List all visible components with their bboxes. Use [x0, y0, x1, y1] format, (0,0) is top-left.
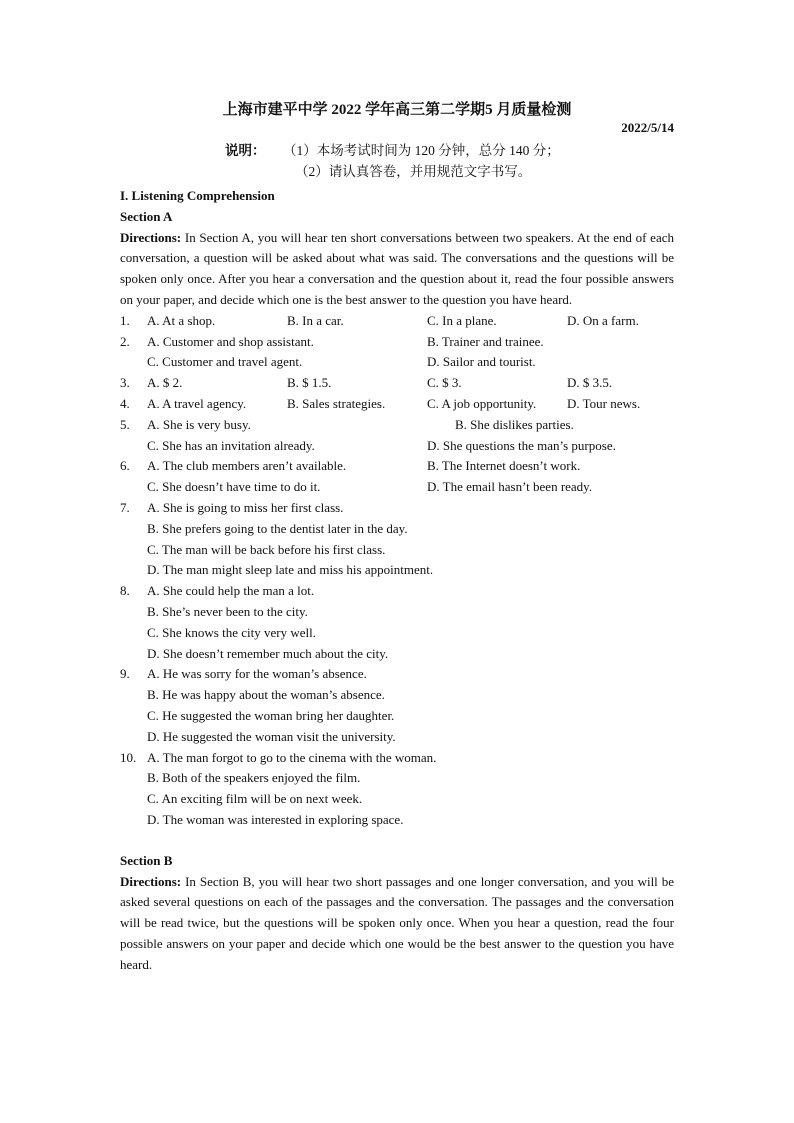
- option-d: D. He suggested the woman visit the university.: [147, 728, 396, 744]
- note-2: （2）请认真答卷，并用规范文字书写。: [295, 164, 532, 179]
- option-c: C. A job opportunity.: [427, 395, 537, 411]
- section-a-directions: [120, 228, 674, 311]
- question-3: [120, 373, 674, 394]
- question-8: [120, 581, 674, 664]
- notes-label: 说明：: [225, 143, 266, 158]
- option-d: D. The man might sleep late and miss his appointment.: [147, 562, 434, 578]
- option-d: D. The woman was interested in exploring space.: [147, 811, 404, 827]
- question-number: 8.: [120, 583, 130, 599]
- question-number: 1.: [120, 312, 130, 328]
- question-4: [120, 394, 674, 415]
- option-a: A. Customer and shop assistant.: [147, 333, 314, 349]
- question-10: [120, 748, 674, 831]
- option-b: B. Sales strategies.: [287, 395, 386, 411]
- option-a: A. She is very busy.: [147, 416, 251, 432]
- question-number: 4.: [120, 395, 130, 411]
- question-number: 3.: [120, 375, 130, 391]
- option-c: C. He suggested the woman bring her daughter.: [147, 707, 395, 723]
- option-a: A. $ 2.: [147, 375, 183, 391]
- option-d: D. Sailor and tourist.: [427, 354, 536, 370]
- section-b-title: Section B: [120, 852, 173, 868]
- question-1: [120, 311, 674, 332]
- option-a: A. He was sorry for the woman’s absence.: [147, 666, 367, 682]
- question-number: 10.: [120, 749, 137, 765]
- directions-text: In Section B, you will hear two short passages and one longer conversation, and you will be asked several questions on each of the passages and the conversation. The passages and the conversation will be read twice, but the questions will be spoken only once. When you hear a question, read the four possible answers on your paper and decide which one would be the best answer to the question you have heard.: [120, 873, 674, 972]
- option-a: A. At a shop.: [147, 312, 216, 328]
- option-d: D. She doesn’t remember much about the city.: [147, 645, 389, 661]
- option-b: B. She dislikes parties.: [455, 416, 574, 432]
- exam-notes: [225, 140, 560, 182]
- spacer: [120, 831, 674, 851]
- option-d: D. The email hasn’t been ready.: [427, 479, 593, 495]
- question-6: [120, 456, 674, 498]
- option-a: A. The club members aren’t available.: [147, 458, 347, 474]
- question-number: 5.: [120, 416, 130, 432]
- directions-label: Directions:: [120, 873, 182, 889]
- option-c: C. In a plane.: [427, 312, 497, 328]
- question-5: [120, 415, 674, 457]
- option-a: A. She is going to miss her first class.: [147, 499, 344, 515]
- option-d: D. She questions the man’s purpose.: [427, 437, 616, 453]
- option-b: B. He was happy about the woman’s absence.: [147, 687, 385, 703]
- option-c: C. She doesn’t have time to do it.: [147, 479, 321, 495]
- listening-section: [120, 186, 674, 975]
- option-c: C. She knows the city very well.: [147, 624, 316, 640]
- exam-title: 上海市建平中学 2022 学年高三第二学期5 月质量检测: [222, 102, 572, 118]
- section-a-title: Section A: [120, 208, 173, 224]
- option-b: B. The Internet doesn’t work.: [427, 458, 581, 474]
- question-2: [120, 332, 674, 374]
- option-b: B. Trainer and trainee.: [427, 333, 544, 349]
- option-b: B. $ 1.5.: [287, 375, 332, 391]
- option-a: A. The man forgot to go to the cinema with the woman.: [147, 749, 437, 765]
- option-b: B. She’s never been to the city.: [147, 603, 308, 619]
- option-b: B. She prefers going to the dentist later in the day.: [147, 520, 408, 536]
- directions-text: In Section A, you will hear ten short conversations between two speakers. At the end of each conversation, a question will be asked about what was said. The conversations and the questions will be spoken only once. After you hear a conversation and the question about it, read the four possible answers on your paper, and decide which one is the best answer to the question you have heard.: [120, 229, 674, 307]
- note-1: （1）本场考试时间为 120 分钟，总分 140 分；: [283, 143, 560, 158]
- question-number: 9.: [120, 666, 130, 682]
- question-7: [120, 498, 674, 581]
- question-9: [120, 664, 674, 747]
- option-d: D. $ 3.5.: [567, 375, 613, 391]
- option-c: C. The man will be back before his first class.: [147, 541, 386, 557]
- option-c: C. Customer and travel agent.: [147, 354, 303, 370]
- section-b-directions: [120, 872, 674, 976]
- question-number: 7.: [120, 499, 130, 515]
- option-d: D. Tour news.: [567, 395, 641, 411]
- part-heading: I. Listening Comprehension: [120, 188, 275, 203]
- option-c: C. An exciting film will be on next week.: [147, 791, 363, 807]
- option-c: C. She has an invitation already.: [147, 437, 315, 453]
- directions-label: Directions:: [120, 229, 182, 245]
- option-d: D. On a farm.: [567, 312, 639, 328]
- option-a: A. She could help the man a lot.: [147, 583, 315, 599]
- question-number: 6.: [120, 458, 130, 474]
- question-number: 2.: [120, 333, 130, 349]
- option-b: B. Both of the speakers enjoyed the film.: [147, 770, 361, 786]
- option-a: A. A travel agency.: [147, 395, 247, 411]
- option-b: B. In a car.: [287, 312, 344, 328]
- option-c: C. $ 3.: [427, 375, 462, 391]
- exam-date: 2022/5/14: [621, 120, 674, 135]
